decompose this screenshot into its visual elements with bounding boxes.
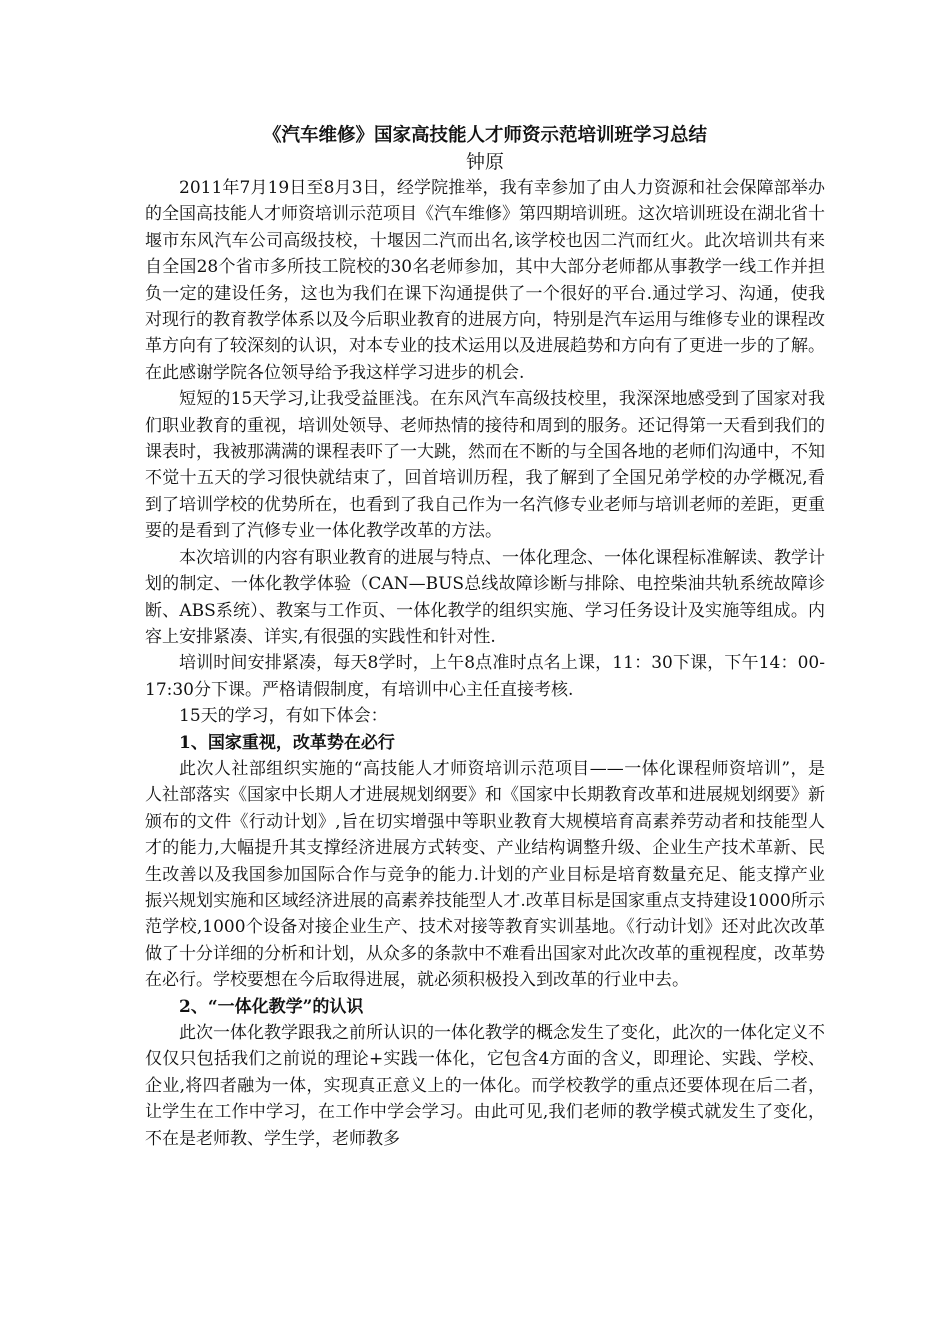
- document-author: 钟原: [465, 151, 504, 173]
- paragraph-5: 15天的学习，有如下体会：: [179, 706, 388, 727]
- document-page: [145, 122, 825, 1152]
- section-heading-1: 1、国家重视，改革势在必行: [179, 732, 395, 753]
- paragraph-6: 此次人社部组织实施的“高技能人才师资培训示范项目——一体化课程师资培训”，是人社部落实《国家中长期人才进展规划纲要》和《国家中长期教育改革和进展规划纲要》新颁布的文件《行动计划》,旨在切实增强中等职业教育大规模培育高素养劳动者和技能型人才的能力,大幅提升其支撑经济进展方式转变、产业结构调整升级、企业生产技术革新、民生改善以及我国参加国际合作与竞争的能力.计划的产业目标是培育数量充足、能支撑产业振兴规划实施和区域经济进展的高素养技能型人才.改革目标是国家重点支持建设1000所示范学校,1000个设备对接企业生产、技术对接等教育实训基地。《行动计划》还对此次改革做了十分详细的分析和计划，从众多的条款中不难看出国家对此次改革的重视程度，改革势在必行。学校要想在今后取得进展，就必须积极投入到改革的行业中去。: [145, 758, 825, 991]
- paragraph-3: 本次培训的内容有职业教育的进展与特点、一体化理念、一体化课程标准解读、教学计划的制定、一体化教学体验（CAN—BUS总线故障诊断与排除、电控柴油共轨系统故障诊断、ABS系统）、教案与工作页、一体化教学的组织实施、学习任务设计及实施等组成。内容上安排紧凑、详实,有很强的实践性和针对性.: [145, 547, 825, 647]
- paragraph-7: 此次一体化教学跟我之前所认识的一体化教学的概念发生了变化，此次的一体化定义不仅仅只包括我们之前说的理论+实践一体化，它包含4方面的含义，即理论、实践、学校、企业,将四者融为一体，实现真正意义上的一体化。而学校教学的重点还要体现在后二者，让学生在工作中学习，在工作中学会学习。由此可见,我们老师的教学模式就发生了变化，不在是老师教、学生学，老师教多: [145, 1023, 825, 1149]
- paragraph-2: 短短的15天学习,让我受益匪浅。在东风汽车高级技校里，我深深地感受到了国家对我们职业教育的重视，培训处领导、老师热情的接待和周到的服务。还记得第一天看到我们的课表时，我被那满满的课程表吓了一大跳，然而在不断的与全国各地的老师们沟通中，不知不觉十五天的学习很快就结束了，回首培训历程，我了解到了全国兄弟学校的办学概况,看到了培训学校的优势所在，也看到了我自己作为一名汽修专业老师与培训老师的差距，更重要的是看到了汽修专业一体化教学改革的方法。: [145, 389, 825, 542]
- section-heading-2: 2、“一体化教学”的认识: [179, 996, 364, 1017]
- document-title: 《汽车维修》国家高技能人才师资示范培训班学习总结: [262, 125, 707, 146]
- paragraph-4: 培训时间安排紧凑，每天8学时，上午8点准时点名上课，11：30下课，下午14：00-17:30分下课。严格请假制度，有培训中心主任直接考核.: [145, 653, 825, 700]
- paragraph-1: 2011年7月19日至8月3日，经学院推举，我有幸参加了由人力资源和社会保障部举办的全国高技能人才师资培训示范项目《汽车维修》第四期培训班。这次培训班设在湖北省十堰市东风汽车公司高级技校，十堰因二汽而出名,该学校也因二汽而红火。此次培训共有来自全国28个省市多所技工院校的30名老师参加，其中大部分老师都从事教学一线工作并担负一定的建设任务，这也为我们在课下沟通提供了一个很好的平台.通过学习、沟通，使我对现行的教育教学体系以及今后职业教育的进展方向，特别是汽车运用与维修专业的课程改革方向有了较深刻的认识，对本专业的技术运用以及进展趋势和方向有了更进一步的了解。在此感谢学院各位领导给予我这样学习进步的机会.: [145, 178, 825, 383]
